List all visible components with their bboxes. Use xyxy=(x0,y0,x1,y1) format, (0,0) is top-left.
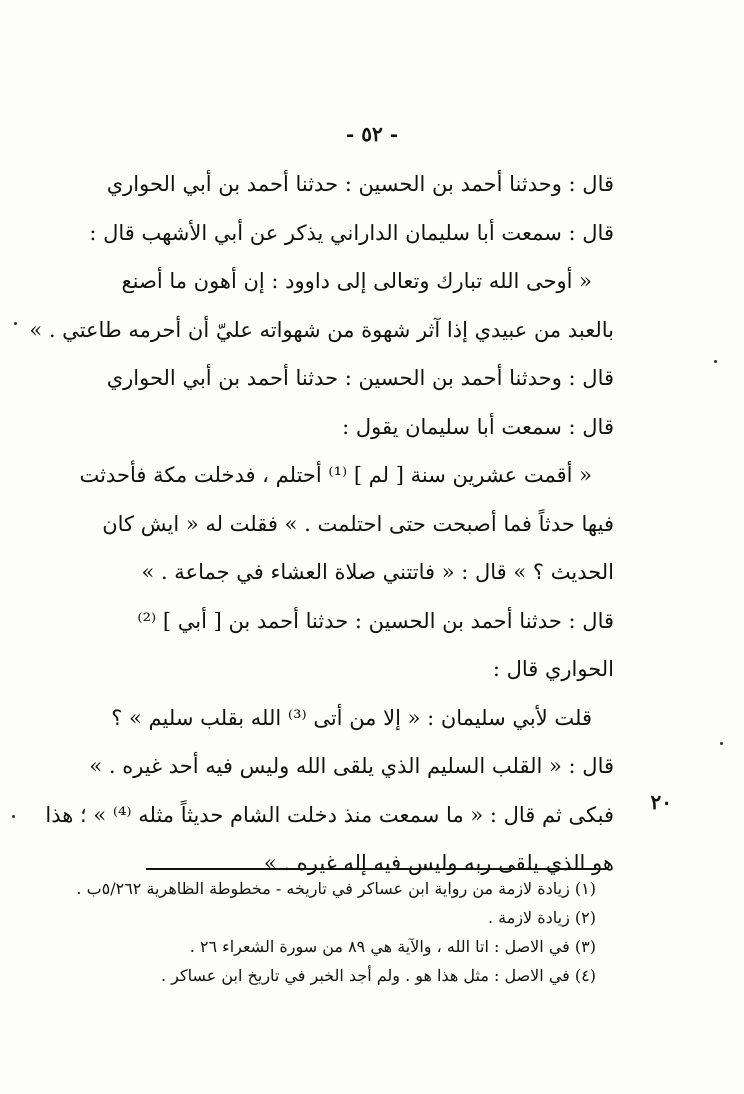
body-line: قال : سمعت أبا سليمان الداراني يذكر عن أبي الأشهب قال : xyxy=(89,220,614,245)
footnote: (١) زيادة لازمة من رواية ابن عساكر في تاريخه - مخطوطة الظاهرية ٥/٢٦٢ب . xyxy=(76,879,596,898)
scan-speck xyxy=(714,360,717,363)
footnote: (٢) زيادة لازمة . xyxy=(488,908,596,927)
scan-speck xyxy=(12,815,15,818)
footnote-divider xyxy=(146,868,596,870)
scan-speck xyxy=(720,742,723,745)
body-line: قال : حدثنا أحمد بن الحسين : حدثنا أحمد بن [ أبي ] ⁽²⁾ xyxy=(137,608,614,633)
body-line: قال : « القلب السليم الذي يلقى الله وليس فيه أحد غيره . » xyxy=(89,754,614,778)
body-line: قال : سمعت أبا سليمان يقول : xyxy=(342,414,614,439)
footnotes xyxy=(76,874,596,990)
body-line: « أقمت عشرين سنة [ لم ] ⁽¹⁾ أحتلم ، فدخلت مكة فأحدثت xyxy=(79,463,592,487)
body-line: هو الذي يلقى ربه وليس فيه إله غيره . » xyxy=(263,851,614,875)
page-number: - ٥٢ - xyxy=(345,122,398,146)
body-line: قلت لأبي سليمان : « إلا من أتى ⁽³⁾ الله بقلب سليم » ؟ xyxy=(111,705,592,730)
margin-line-number: ٢٠ xyxy=(650,790,672,814)
footnote: (٤) في الاصل : مثل هذا هو . ولم أجد الخبر في تاريخ ابن عساكر . xyxy=(160,966,596,985)
body-line: « أوحى الله تبارك وتعالى إلى داوود : إن أهون ما أصنع xyxy=(121,269,592,293)
scan-speck xyxy=(14,322,17,325)
body-line: قال : وحدثنا أحمد بن الحسين : حدثنا أحمد بن أبي الحواري xyxy=(106,172,614,196)
body-line: فيها حدثاً فما أصبحت حتى احتلمت . » فقلت له « ايش كان xyxy=(102,511,614,536)
body-line: الحواري قال : xyxy=(492,657,614,681)
body-line: فبكى ثم قال : « ما سمعت منذ دخلت الشام حديثاً مثله ⁽⁴⁾ » ؛ هذا xyxy=(45,802,614,827)
body-line: بالعبد من عبيدي إذا آثر شهوة من شهواته عليّ أن أحرمه طاعتي . » xyxy=(29,317,614,342)
body-line: قال : وحدثنا أحمد بن الحسين : حدثنا أحمد بن أبي الحواري xyxy=(106,366,614,390)
body-line: الحديث ؟ » قال : « فاتتني صلاة العشاء في جماعة . » xyxy=(141,560,614,584)
body-text xyxy=(29,160,614,888)
footnote: (٣) في الاصل : اتا الله ، والآية هي ٨٩ من سورة الشعراء ٢٦ . xyxy=(189,937,596,956)
